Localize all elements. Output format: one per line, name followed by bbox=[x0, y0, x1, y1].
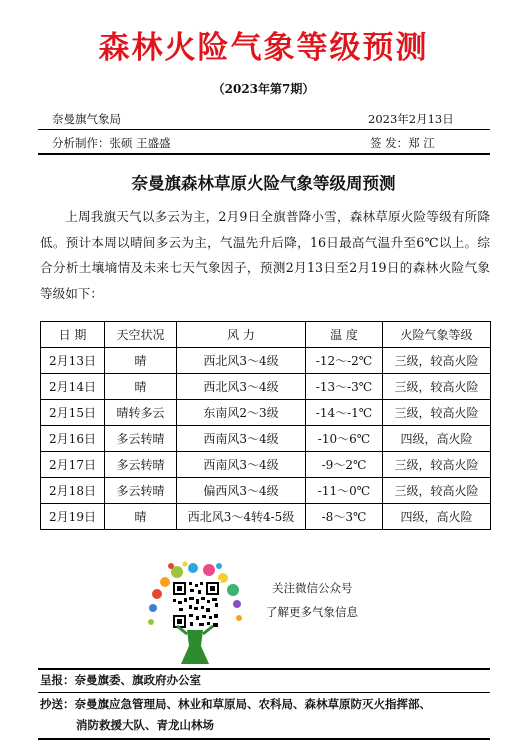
wechat-follow-line2: 了解更多气象信息 bbox=[266, 605, 358, 619]
cell-date: 2月13日 bbox=[41, 348, 105, 374]
summary-paragraph: 上周我旗天气以多云为主，2月9日全旗普降小雪，森林草原火险等级有所降低。预计本周以晴间多云为主，气温先升后降，16日最高气温升至6℃以上。综合分析土壤墒情及未来七天气象因子，预测2月13日至2月19日的森林火险气象等级如下： bbox=[40, 209, 490, 301]
cell-wind: 西北风3～4级 bbox=[177, 374, 306, 400]
column-header-temperature: 温 度 bbox=[306, 322, 383, 348]
cell-sky: 晴 bbox=[105, 504, 177, 530]
cell-temperature: -9～2℃ bbox=[306, 452, 383, 478]
cell-fire-risk: 三级，较高火险 bbox=[383, 452, 491, 478]
qr-tree-graphic bbox=[143, 560, 247, 668]
column-header-wind: 风 力 bbox=[177, 322, 306, 348]
qr-code bbox=[171, 580, 221, 630]
cell-date: 2月15日 bbox=[41, 400, 105, 426]
cell-fire-risk: 三级，较高火险 bbox=[383, 374, 491, 400]
issue-number: （2023年第7期） bbox=[212, 82, 315, 96]
cell-date: 2月14日 bbox=[41, 374, 105, 400]
cell-fire-risk: 三级，较高火险 bbox=[383, 400, 491, 426]
cell-date: 2月19日 bbox=[41, 504, 105, 530]
report-to bbox=[40, 670, 201, 691]
cell-wind: 西南风3～4级 bbox=[177, 426, 306, 452]
cell-temperature: -13～-3℃ bbox=[306, 374, 383, 400]
cell-sky: 多云转晴 bbox=[105, 452, 177, 478]
cc-label: 抄送： bbox=[40, 697, 75, 711]
table-row bbox=[41, 426, 491, 452]
report-subtitle: 奈曼旗森林草原火险气象等级周预测 bbox=[131, 174, 396, 193]
cell-temperature: -10～6℃ bbox=[306, 426, 383, 452]
table-row bbox=[41, 400, 491, 426]
cell-date: 2月17日 bbox=[41, 452, 105, 478]
cc-list bbox=[40, 694, 431, 736]
cell-fire-risk: 三级，较高火险 bbox=[383, 478, 491, 504]
cell-temperature: -12～-2℃ bbox=[306, 348, 383, 374]
cell-wind: 西北风3～4级 bbox=[177, 348, 306, 374]
cell-wind: 偏西风3～4级 bbox=[177, 478, 306, 504]
table-header-row bbox=[41, 322, 491, 348]
wechat-follow-line1: 关注微信公众号 bbox=[272, 581, 353, 595]
forecast-table bbox=[40, 321, 491, 530]
cell-sky: 晴转多云 bbox=[105, 400, 177, 426]
table-row bbox=[41, 504, 491, 530]
column-header-date: 日 期 bbox=[41, 322, 105, 348]
footer-bottom-rule bbox=[38, 738, 490, 740]
cell-wind: 西南风3～4级 bbox=[177, 452, 306, 478]
cell-temperature: -14～-1℃ bbox=[306, 400, 383, 426]
wechat-follow-note bbox=[266, 576, 358, 624]
cell-date: 2月18日 bbox=[41, 478, 105, 504]
cell-fire-risk: 四级，高火险 bbox=[383, 426, 491, 452]
cell-fire-risk: 四级，高火险 bbox=[383, 504, 491, 530]
cell-date: 2月16日 bbox=[41, 426, 105, 452]
cc-recipients-line1: 奈曼旗应急管理局、林业和草原局、农科局、森林草原防灭火指挥部、 bbox=[74, 697, 431, 711]
wechat-qr-tree-icon[interactable] bbox=[143, 560, 247, 668]
signed-by: 签 发：郑 江 bbox=[370, 136, 435, 150]
agency-name: 奈曼旗气象局 bbox=[52, 112, 121, 126]
report-to-label: 呈报： bbox=[40, 673, 75, 687]
table-row bbox=[41, 348, 491, 374]
cell-sky: 晴 bbox=[105, 374, 177, 400]
cell-sky: 多云转晴 bbox=[105, 426, 177, 452]
header-divider bbox=[38, 129, 490, 130]
column-header-sky: 天空状况 bbox=[105, 322, 177, 348]
footer-divider bbox=[38, 692, 490, 693]
report-title: 森林火险气象等级预测 bbox=[98, 30, 429, 66]
cell-wind: 东南风2～3级 bbox=[177, 400, 306, 426]
cell-temperature: -8～3℃ bbox=[306, 504, 383, 530]
header-bottom-rule bbox=[38, 153, 490, 155]
cell-sky: 晴 bbox=[105, 348, 177, 374]
cc-recipients-line2: 消防救援大队、青龙山林场 bbox=[76, 718, 214, 732]
table-row bbox=[41, 478, 491, 504]
produced-by: 分析制作：张硕 王盛盛 bbox=[52, 136, 171, 150]
tree-trunk bbox=[181, 630, 209, 664]
cell-wind: 西北风3～4转4-5级 bbox=[177, 504, 306, 530]
cell-fire-risk: 三级，较高火险 bbox=[383, 348, 491, 374]
table-row bbox=[41, 374, 491, 400]
issue-date: 2023年2月13日 bbox=[368, 112, 454, 126]
report-to-recipients: 奈曼旗委、旗政府办公室 bbox=[74, 673, 201, 687]
cell-temperature: -11～0℃ bbox=[306, 478, 383, 504]
table-row bbox=[41, 452, 491, 478]
cell-sky: 多云转晴 bbox=[105, 478, 177, 504]
column-header-fire-risk: 火险气象等级 bbox=[383, 322, 491, 348]
forecast-summary bbox=[40, 204, 490, 306]
